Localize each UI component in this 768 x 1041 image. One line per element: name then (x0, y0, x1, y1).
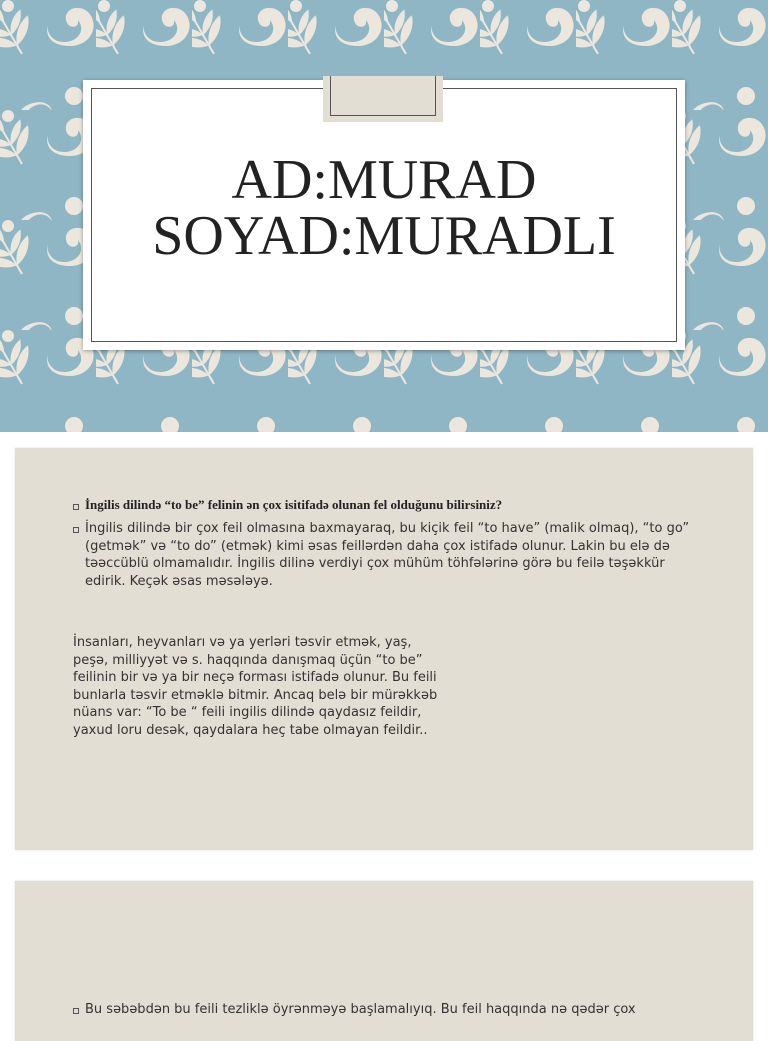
bullet-list (73, 1001, 693, 1026)
bullet-item: Bu səbəbdən bu feili tezliklə öyrənməyə başlamalıyıq. Bu feil haqqında nə qədər çox (73, 1001, 693, 1019)
slide-title (83, 149, 685, 267)
title-line-name: AD:MURAD (231, 149, 537, 211)
content-slide-3 (15, 881, 753, 1041)
body-paragraph: İnsanları, heyvanları və ya yerləri təsvir etmək, yaş, peşə, milliyyət və s. haqqında danışmaq üçün “to be” feilinin bir və ya bir neçə forması istifadə olunur. Bu feili bunlarla təsvir etməklə bitmir. Ancaq belə bir mürəkkəb nüans var: “To be “ feili ingilis dilində qaydasız feildir, yaxud loru desək, qaydalara heç tabe olmayan feildir.. (73, 635, 438, 738)
content-slide-2 (15, 448, 753, 850)
title-card-tab-frame (330, 76, 436, 116)
bullet-question: İngilis dilində “to be” felinin ən çox isitifadə olunan fel olduğunu bilirsiniz? (73, 497, 693, 513)
bullet-list (73, 497, 693, 597)
title-card-tab (323, 76, 443, 122)
title-card (83, 80, 685, 350)
title-line-surname: SOYAD:MURADLI (152, 205, 616, 267)
bullet-intro: İngilis dilində bir çox feil olmasına baxmayaraq, bu kiçik feil “to have” (malik olmaq), “to go” (getmək” və “to do” (etmək) kimi əsas feillərdən daha çox istifadə olunur. Lakin bu elə də təəccüblü olmamalıdır. İngilis dilinə verdiyi çox mühüm töhfələrinə görə bu feilə təşəkkür edirik. Keçək əsas məsələyə. (73, 520, 693, 590)
title-slide (0, 0, 768, 432)
